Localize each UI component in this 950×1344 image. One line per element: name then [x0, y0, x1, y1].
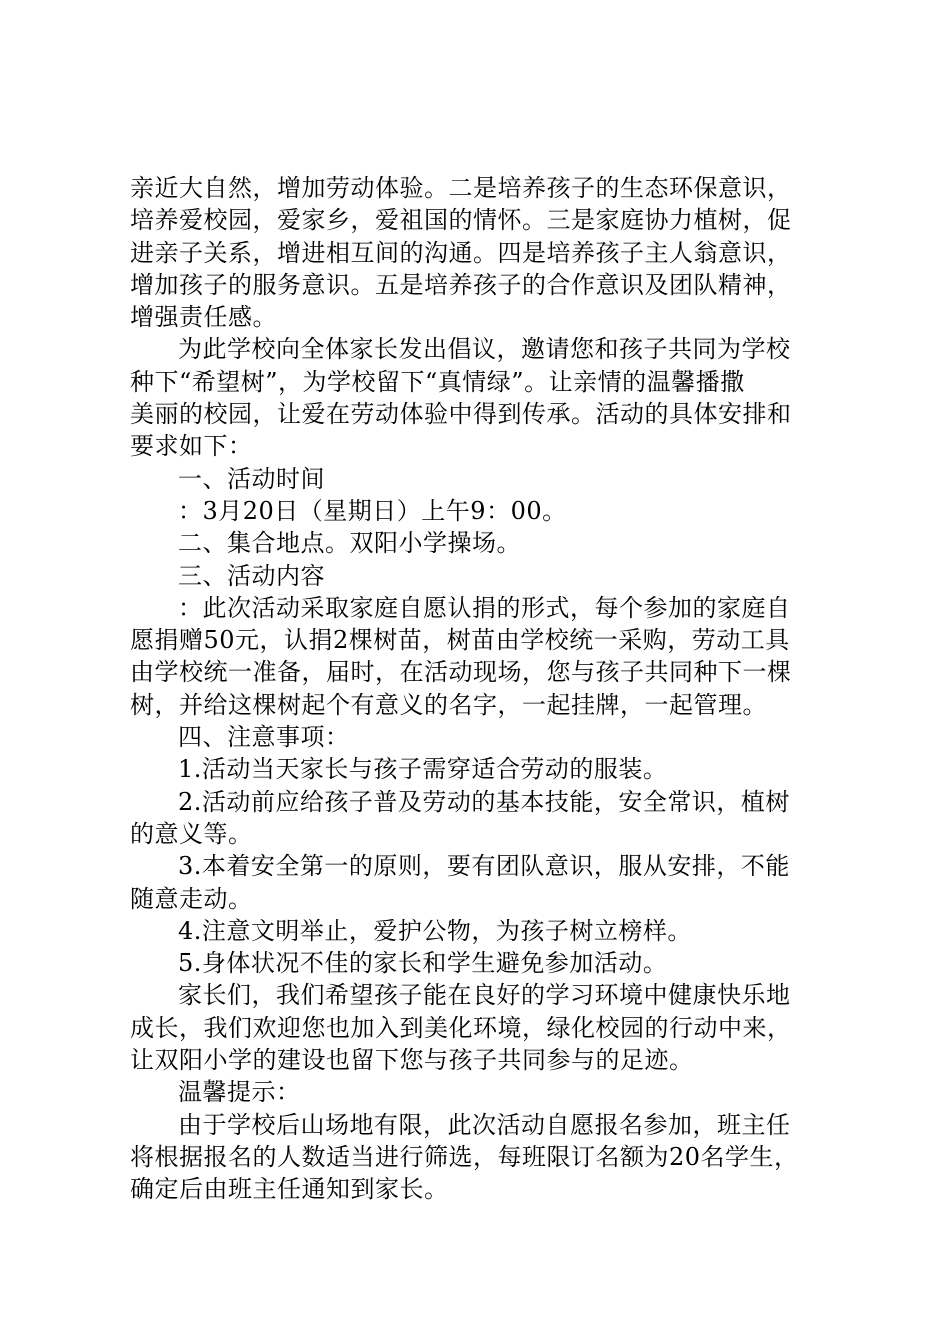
text-line: 家长们，我们希望孩子能在良好的学习环境中健康快乐地	[178, 981, 791, 1010]
text-line: 亲近大自然，增加劳动体验。二是培养孩子的生态环保意识，	[130, 174, 792, 202]
text-line: ：3月20日（星期日）上午9：00。	[178, 496, 567, 525]
text-line: 让双阳小学的建设也留下您与孩子共同参与的足迹。	[130, 1046, 694, 1075]
text-line: 要求如下：	[130, 432, 253, 461]
text-line: 愿捐赠50元，认捐2棵树苗，树苗由学校统一采购，劳动工具	[130, 626, 790, 655]
text-line: 为此学校向全体家长发出倡议，邀请您和孩子共同为学校	[178, 335, 791, 364]
text-line: 成长，我们欢迎您也加入到美化环境，绿化校园的行动中来，	[130, 1013, 792, 1042]
list-item: 1.活动当天家长与孩子需穿适合劳动的服装。	[178, 755, 668, 784]
text-line: ：此次活动采取家庭自愿认捐的形式，每个参加的家庭自	[178, 593, 791, 622]
text-line: 树，并给这棵树起个有意义的名字，一起挂牌，一起管理。	[130, 690, 767, 719]
text-line: 培养爱校园，爱家乡，爱祖国的情怀。三是家庭协力植树，促	[130, 206, 792, 235]
text-line: 的意义等。	[130, 819, 253, 848]
list-item: 3.本着安全第一的原则，要有团队意识，服从安排，不能	[178, 852, 790, 881]
section-heading: 一、活动时间	[178, 464, 325, 493]
text-line: 增加孩子的服务意识。五是培养孩子的合作意识及团队精神，	[130, 270, 792, 299]
list-item: 4.注意文明举止，爱护公物，为孩子树立榜样。	[178, 916, 692, 945]
list-item: 5.身体状况不佳的家长和学生避免参加活动。	[178, 949, 668, 978]
text-line: 随意走动。	[130, 884, 253, 913]
list-item: 2.活动前应给孩子普及劳动的基本技能，安全常识，植树	[178, 787, 790, 816]
text-line: 将根据报名的人数适当进行筛选，每班限订名额为20名学生，	[130, 1142, 799, 1171]
section-heading: 二、集合地点。双阳小学操场。	[178, 529, 521, 558]
section-heading: 三、活动内容	[178, 561, 325, 590]
text-line: 增强责任感。	[130, 303, 277, 332]
section-heading: 温馨提示：	[178, 1078, 301, 1107]
text-line: 美丽的校园，让爱在劳动体验中得到传承。活动的具体安排和	[130, 400, 792, 429]
text-line: 由于学校后山场地有限，此次活动自愿报名参加，班主任	[178, 1110, 791, 1139]
text-line: 确定后由班主任通知到家长。	[130, 1175, 449, 1204]
text-line: 由学校统一准备，届时，在活动现场，您与孩子共同种下一棵	[130, 658, 792, 687]
text-line: 种下“希望树”，为学校留下“真情绿”。让亲情的温馨播撒	[130, 367, 745, 396]
document-body	[130, 172, 830, 1206]
section-heading: 四、注意事项：	[178, 723, 350, 752]
text-line: 进亲子关系，增进相互间的沟通。四是培养孩子主人翁意识，	[130, 238, 792, 267]
